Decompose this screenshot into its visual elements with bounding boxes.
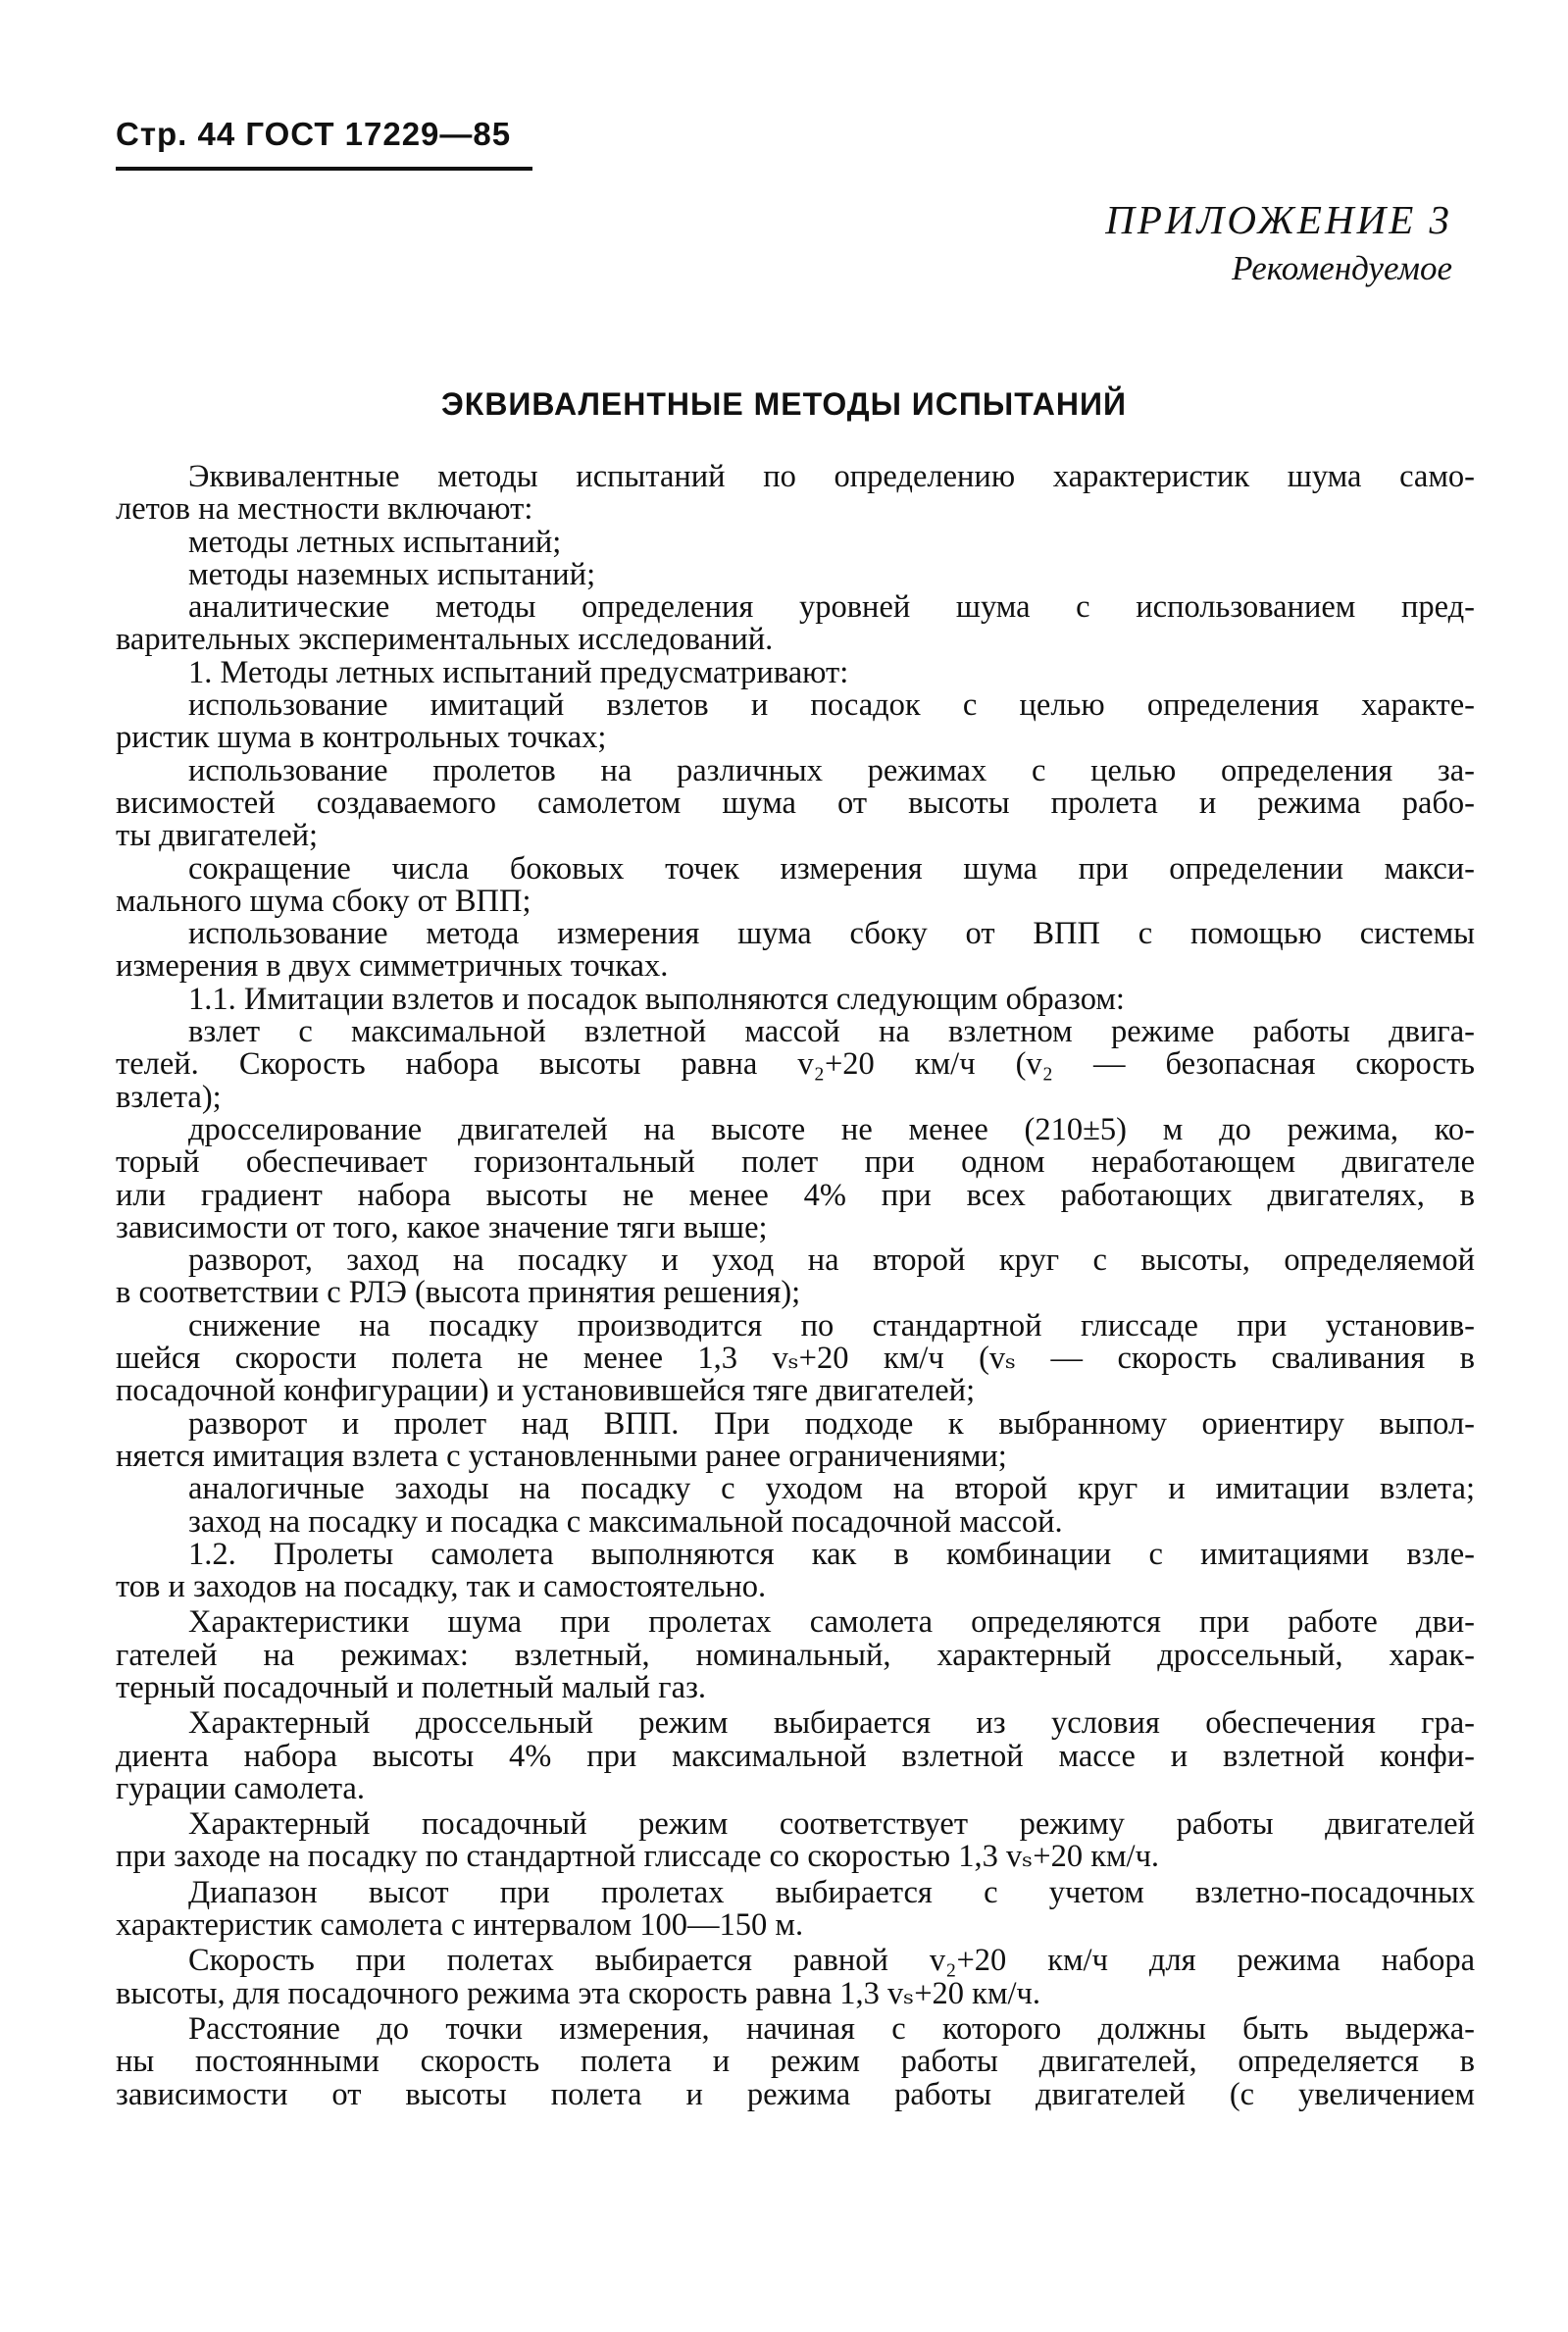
body-text bbox=[116, 461, 1475, 2111]
text-line: зависимости от того, какое значение тяги выше; bbox=[116, 1211, 768, 1245]
text-line: летов на местности включают: bbox=[116, 493, 533, 527]
text-line: высоты, для посадочного режима эта скорость равна 1,3 vₛ+20 км/ч. bbox=[116, 1977, 1041, 2010]
text-line: методы летных испытаний; bbox=[188, 526, 562, 559]
text-line: Расстояние до точки измерения, начиная с которого должны быть выдержа- bbox=[188, 2012, 1475, 2047]
text-line: разворот и пролет над ВПП. При подходе к выбранному ориентиру выпол- bbox=[188, 1407, 1475, 1441]
text-line: висимостей создаваемого самолетом шума от высоты пролета и режима рабо- bbox=[116, 786, 1475, 821]
text-line: методы наземных испытаний; bbox=[188, 558, 596, 592]
text-line: Характеристики шума при пролетах самолета определяются при работе дви- bbox=[188, 1606, 1475, 1640]
text-line: ристик шума в контрольных точках; bbox=[116, 722, 607, 755]
text-line: Диапазон высот при пролетах выбирается с учетом взлетно-посадочных bbox=[188, 1876, 1475, 1910]
text-line: при заходе на посадку по стандартной глиссаде со скоростью 1,3 vₛ+20 км/ч. bbox=[116, 1841, 1160, 1874]
text-line: гателей на режимах: взлетный, номинальный, характерный дроссельный, харак- bbox=[116, 1639, 1475, 1672]
text-line: взлет с максимальной взлетной массой на взлетном режиме работы двига- bbox=[188, 1016, 1475, 1049]
text-line: 1. Методы летных испытаний предусматривают: bbox=[188, 656, 849, 690]
text-line: Характерный посадочный режим соответствует режиму работы двигателей bbox=[188, 1808, 1475, 1842]
text-line: использование имитаций взлетов и посадок с целью определения характе- bbox=[188, 689, 1475, 723]
text-line: или градиент набора высоты не менее 4% при всех работающих двигателях, в bbox=[116, 1179, 1475, 1212]
text-line: ты двигателей; bbox=[116, 820, 319, 853]
text-line: характеристик самолета с интервалом 100—150 м. bbox=[116, 1909, 804, 1943]
text-line: терный посадочный и полетный малый газ. bbox=[116, 1671, 707, 1705]
page-header: Стр. 44 ГОСТ 17229—85 bbox=[116, 116, 512, 152]
text-line: взлета); bbox=[116, 1081, 222, 1114]
text-line: дросселирование двигателей на высоте не менее (210±5) м до режима, ко- bbox=[188, 1113, 1475, 1147]
text-line: мального шума сбоку от ВПП; bbox=[116, 885, 531, 919]
text-line: заход на посадку и посадка с максимальной посадочной массой. bbox=[188, 1505, 1063, 1539]
text-line: няется имитация взлета с установленными ранее ограничениями; bbox=[116, 1440, 1007, 1474]
text-line: телей. Скорость набора высоты равна v₂+20 км/ч (v₂ — безопасная скорость bbox=[116, 1048, 1475, 1082]
text-line: снижение на посадку производится по стандартной глиссаде при установив- bbox=[188, 1309, 1475, 1343]
text-line: в соответствии с РЛЭ (высота принятия решения); bbox=[116, 1277, 801, 1310]
text-line: аналогичные заходы на посадку с уходом на второй круг и имитации взлета; bbox=[188, 1473, 1475, 1506]
text-line: Скорость при полетах выбирается равной v₂+20 км/ч для режима набора bbox=[188, 1945, 1475, 1978]
text-line: диента набора высоты 4% при максимальной взлетной массе и взлетной конфи- bbox=[116, 1740, 1475, 1773]
text-line: измерения в двух симметричных точках. bbox=[116, 950, 669, 984]
text-line: шейся скорости полета не менее 1,3 vₛ+20 км/ч (vₛ — скорость сваливания в bbox=[116, 1343, 1475, 1376]
text-line: Характерный дроссельный режим выбирается из условия обеспечения гра- bbox=[188, 1707, 1475, 1741]
text-line: 1.1. Имитации взлетов и посадок выполняются следующим образом: bbox=[188, 983, 1125, 1017]
text-line: 1.2. Пролеты самолета выполняются как в комбинации с имитациями взле- bbox=[188, 1538, 1475, 1572]
appendix-title: ПРИЛОЖЕНИЕ 3 bbox=[1105, 197, 1452, 242]
text-line: зависимости от высоты полета и режима работы двигателей (с увеличением bbox=[116, 2078, 1475, 2111]
header-rule bbox=[116, 167, 532, 171]
text-line: варительных экспериментальных исследований. bbox=[116, 624, 774, 657]
text-line: посадочной конфигурации) и установившейся тяге двигателей; bbox=[116, 1375, 976, 1408]
text-line: использование метода измерения шума сбоку от ВПП с помощью системы bbox=[188, 918, 1475, 951]
text-line: ны постоянными скорость полета и режим работы двигателей, определяется в bbox=[116, 2046, 1475, 2079]
text-line: сокращение числа боковых точек измерения шума при определении макси- bbox=[188, 852, 1475, 886]
text-line: использование пролетов на различных режимах с целью определения за- bbox=[188, 754, 1475, 787]
text-line: гурации самолета. bbox=[116, 1772, 365, 1806]
text-line: разворот, заход на посадку и уход на второй круг с высоты, определяемой bbox=[188, 1244, 1475, 1278]
appendix-subtitle: Рекомендуемое bbox=[1232, 249, 1452, 287]
text-line: аналитические методы определения уровней шума с использованием пред- bbox=[188, 591, 1475, 625]
text-line: Эквивалентные методы испытаний по определению характеристик шума само- bbox=[188, 461, 1475, 494]
appendix-block bbox=[1105, 194, 1452, 292]
text-line: тов и заходов на посадку, так и самостоятельно. bbox=[116, 1571, 767, 1604]
text-line: торый обеспечивает горизонтальный полет при одном неработающем двигателе bbox=[116, 1146, 1475, 1180]
section-title: ЭКВИВАЛЕНТНЫЕ МЕТОДЫ ИСПЫТАНИЙ bbox=[441, 386, 1127, 422]
